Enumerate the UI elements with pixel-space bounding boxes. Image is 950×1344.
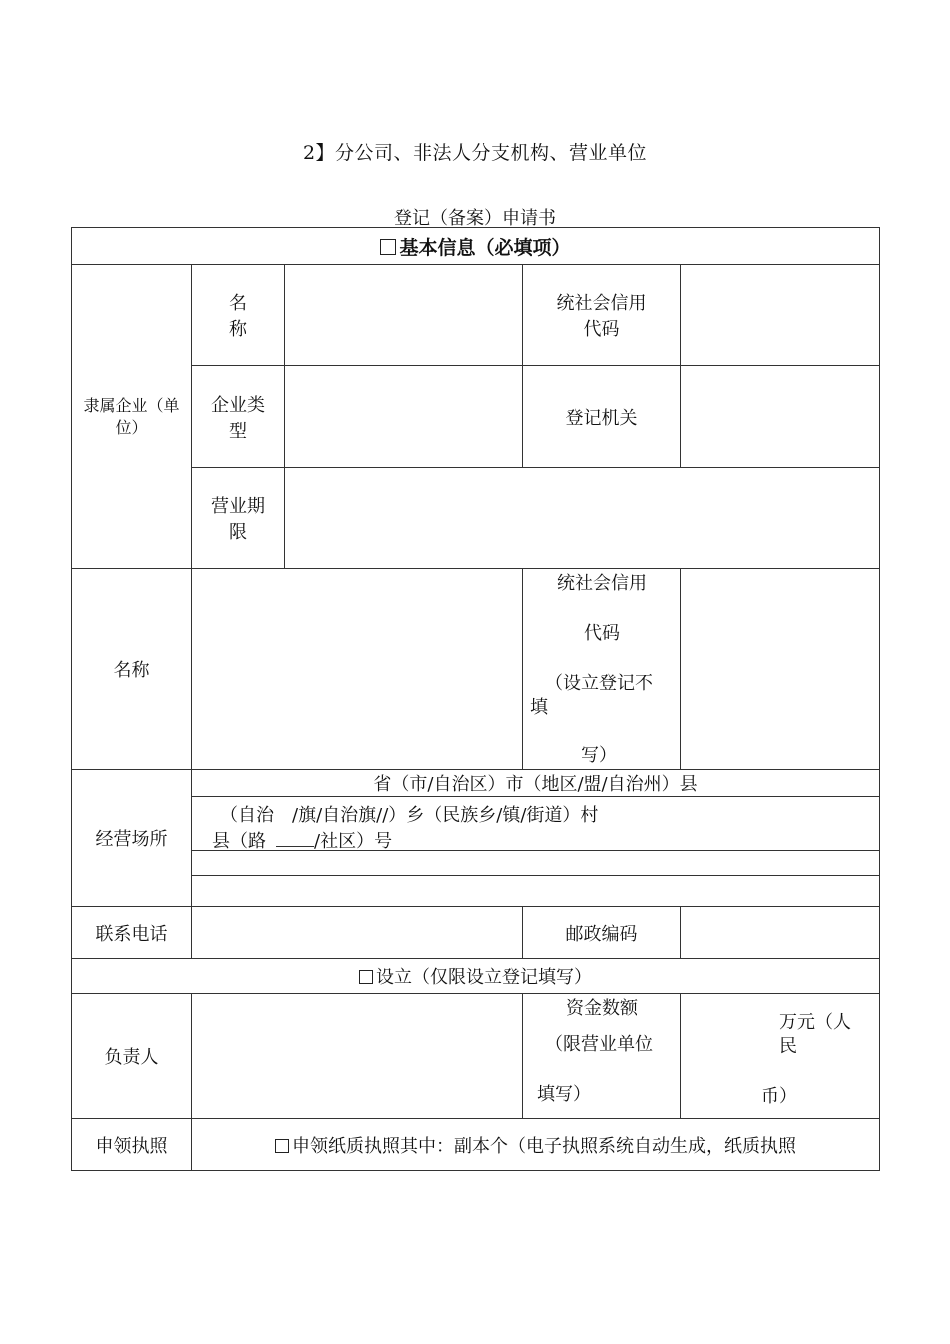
parent-credit-input[interactable] <box>681 265 880 366</box>
address-line-2[interactable] <box>192 797 880 851</box>
branch-credit-note-1: （设立登记不 <box>545 673 653 694</box>
license-label: 申领执照 <box>72 1119 192 1171</box>
capital-unit-1: 万元（人 <box>779 1012 851 1033</box>
capital-unit-2: 民 <box>779 1036 797 1057</box>
postcode-label: 邮政编码 <box>523 907 681 959</box>
branch-credit-note-2: 填 <box>530 697 548 718</box>
address-line-2-text: （自治 /旗/自治旗//）乡（民族乡/镇/街道）村 <box>220 805 599 826</box>
parent-authority-input[interactable] <box>681 366 880 468</box>
branch-credit-label-2: 代码 <box>584 623 620 644</box>
parent-name-label-cell <box>192 265 285 366</box>
branch-credit-label-1: 统社会信用 <box>557 573 647 594</box>
license-cell <box>192 1119 880 1171</box>
application-form <box>71 227 880 1171</box>
section-setup <box>72 959 880 994</box>
address-line-3-a: 县（路 <box>212 831 266 851</box>
document-subtitle: 登记（备案）申请书 <box>394 208 556 229</box>
parent-term-label-1: 营业期 <box>211 496 265 517</box>
parent-type-label-1: 企业类 <box>211 394 265 416</box>
section-setup-label: 设立（仅限设立登记填写） <box>376 967 592 988</box>
branch-credit-label-cell <box>523 569 681 770</box>
checkbox-basic-info[interactable] <box>380 239 396 255</box>
parent-credit-label-cell <box>523 265 681 366</box>
parent-label-cell <box>72 265 192 569</box>
postcode-input[interactable] <box>681 907 880 959</box>
section-basic-info-label: 基本信息（必填项） <box>399 236 571 259</box>
capital-unit-3: 币） <box>761 1086 797 1107</box>
address-line-4[interactable] <box>192 851 880 876</box>
parent-type-input[interactable] <box>285 366 523 468</box>
capital-label-3: 填写） <box>537 1084 591 1105</box>
parent-credit-label-1: 统社会信用 <box>556 293 647 314</box>
license-text: 申领纸质执照其中：副本个（电子执照系统自动生成，纸质执照 <box>292 1135 796 1157</box>
parent-type-label-cell <box>192 366 285 468</box>
address-line-5[interactable] <box>192 876 880 907</box>
capital-input[interactable] <box>681 994 880 1119</box>
parent-type-label-2: 型 <box>229 420 247 442</box>
phone-label: 联系电话 <box>72 907 192 959</box>
parent-name-label-2: 称 <box>229 319 247 340</box>
document-title: 2】分公司、非法人分支机构、营业单位 <box>302 142 648 164</box>
parent-term-label-2: 限 <box>229 522 247 543</box>
parent-name-input[interactable] <box>285 265 523 366</box>
capital-label-cell <box>523 994 681 1119</box>
address-line-3-b: /社区）号 <box>314 831 393 851</box>
capital-label-2: （限营业单位 <box>545 1034 653 1055</box>
checkbox-setup[interactable] <box>359 970 373 984</box>
branch-credit-note-3: 写） <box>581 745 617 766</box>
branch-name-label: 名称 <box>72 569 192 770</box>
address-line-1[interactable]: 省（市/自治区）市（地区/盟/自治州）县 <box>192 770 880 797</box>
manager-input[interactable] <box>192 994 523 1119</box>
phone-input[interactable] <box>192 907 523 959</box>
parent-credit-label-2: 代码 <box>583 319 620 340</box>
parent-authority-label: 登记机关 <box>523 366 681 468</box>
capital-label-1: 资金数额 <box>566 998 638 1019</box>
parent-term-input[interactable] <box>285 468 880 569</box>
address-label: 经营场所 <box>72 770 192 907</box>
parent-term-label-cell <box>192 468 285 569</box>
parent-label: 隶属企业（单位） <box>83 395 180 437</box>
parent-name-label-1: 名 <box>229 293 247 314</box>
checkbox-paper-license[interactable] <box>275 1139 289 1153</box>
branch-name-input[interactable] <box>192 569 523 770</box>
branch-credit-input[interactable] <box>681 569 880 770</box>
section-basic-info <box>72 228 880 265</box>
address-line-3 <box>212 827 392 851</box>
manager-label: 负责人 <box>72 994 192 1119</box>
